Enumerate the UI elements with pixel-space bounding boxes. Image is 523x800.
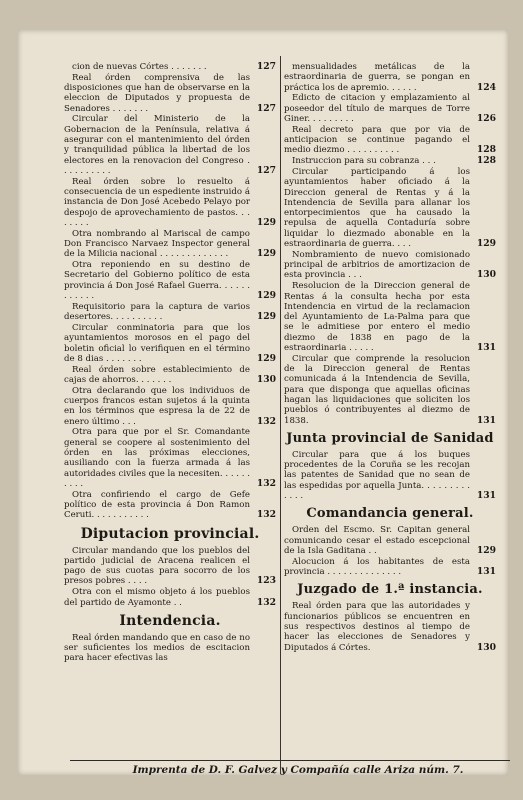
list-item: Nombramiento de nuevo comisionado principal de arbitrios de amortizacion de esta provincia . . . 130	[284, 249, 496, 281]
list-item: Requisitorio para la captura de varios desertores. . . . . . . . . . 129	[64, 301, 276, 323]
list-item: Real órden sobre establecimiento de cajas de ahorros. . . . . . . 130	[64, 364, 276, 385]
list-item: Otra confiriendo el cargo de Gefe político de esta provincia á Don Ramon Ceruti. . . . . . . . . . . 132	[64, 489, 276, 521]
list-item: Resolucion de la Direccion general de Rentas á la consulta hecha por esta Intendencia en virtud de la reclamacion del Ayuntamiento de La-Palma para que se le admitiese por entero el medio diezmo de 1838 en pago de la estraordinaria . . . . . 131	[284, 281, 496, 354]
list-item: Circular conminatoria para que los ayuntamientos morosos en el pago del boletin oficial lo verifiquen en el término de 8 dias . . . . . . . 129	[64, 322, 276, 364]
list-item: mensualidades metálicas de la estraordinaria de guerra, se pongan en práctica los de apremio. . . . . . 124	[284, 62, 496, 93]
section-heading: Juzgado de 1.ª instancia.	[297, 582, 483, 598]
list-item: Circular participando á los ayuntamientos haber oficiado á la Direccion general de Rentas y á la Intendencia de Sevilla para allanar los entorpecimientos que ha causado la repulsa de aquella Contaduría sobre liquidar lo diezmado abonable en la estraordinaria de guerra. . . . 129	[284, 166, 496, 250]
list-item: Orden del Escmo. Sr. Capitan general comunicando cesar el estado escepcional de la Isla Gaditana . . 129	[284, 525, 496, 556]
list-item: Circular para que á los buques procedentes de la Coruña se les recojan las patentes de Sanidad que no sean de las espedidas por aquella Junta. . . . . . . . . . . . . 131	[284, 449, 496, 502]
list-item: Real órden sobre lo resuelto á consecuencia de un espediente instruido á instancia de Don José Acebedo Pelayo por despojo de aprovechamiento de pastos. . . . . . . . 129	[64, 176, 276, 228]
section-heading: Diputacion provincial.	[80, 525, 260, 542]
section-heading: Junta provincial de Sanidad	[286, 430, 494, 446]
column-divider	[280, 56, 281, 774]
section-heading: Intendencia.	[119, 612, 221, 629]
list-item: Real decreto para que por via de anticipacion se continue pagando el medio diezmo . . . . . . . . . . 128	[284, 124, 496, 156]
section-heading: Comandancia general.	[306, 506, 474, 522]
list-item: Real órden comprensiva de las disposiciones que han de observarse en la eleccion de Diputados y propuesta de Senadores . . . . . . . 127	[64, 72, 276, 114]
right-column	[284, 62, 496, 653]
footer-rule	[70, 760, 510, 761]
list-item: Circular mandando que los pueblos del partido judicial de Aracena realicen el pago de sus cuotas para socorro de los presos pobres . . . . 123	[64, 545, 276, 587]
list-item: Edicto de citacion y emplazamiento al poseedor del título de marques de Torre Giner. . . . . . . . . 126	[284, 93, 496, 124]
list-item: Otra reponiendo en su destino de Secretario del Gobierno político de esta provincia á Don José Rafael Guerra. . . . . . . . . . . . 129	[64, 260, 276, 302]
list-item: Otra para que por el Sr. Comandante general se coopere al sostenimiento del órden en las próximas elecciones, ausiliando con la fuerza armada á las autoridades civiles que la necesiten. . . . . . . . . . 132	[64, 427, 276, 489]
document-page	[18, 30, 508, 775]
list-item: Real órden para que las autoridades y funcionarios públicos se encuentren en sus respectivos destinos al tiempo de hacer las elecciones de Senadores y Diputados á Córtes. 130	[284, 601, 496, 653]
list-item: Otra nombrando al Mariscal de campo Don Francisco Narvaez Inspector general de la Milicia nacional . . . . . . . . . . . . . 129	[64, 228, 276, 260]
list-item: cion de nuevas Córtes . . . . . . . 127	[72, 61, 276, 72]
list-item: Circular que comprende la resolucion de la Direccion general de Rentas comunicada á la Intendencia de Sevilla, para que disponga que aquellas oficinas hagan las liquidaciones que soliciten los pueblos ó contribuyentes al diezmo de 1838. 131	[284, 353, 496, 426]
list-item: Circular del Ministerio de la Gobernacion de la Península, relativa á asegurar con el mantenimiento del órden y tranquilidad pública la libertad de los electores en la renovacion del Congreso . . . . . . . . . . 127	[64, 114, 276, 176]
list-item: Otra declarando que los individuos de cuerpos francos estan sujetos á la quinta en los términos que espresa la de 22 de enero último . . . 132	[64, 385, 276, 427]
imprint-footer: Imprenta de D. F. Galvez y Compañía calle Ariza núm. 7.	[132, 764, 464, 776]
list-item: Otra con el mismo objeto á los pueblos del partido de Ayamonte . . 132	[64, 587, 276, 608]
list-item: Alocucion á los habitantes de esta provincia . . . . . . . . . . . . . . 131	[284, 556, 496, 578]
list-item: Instruccion para su cobranza . . . 128	[292, 155, 496, 167]
left-column	[64, 62, 276, 664]
list-item: Real órden mandando que en caso de no ser suficientes los medios de escitacion para hacer efectivas las	[64, 632, 250, 664]
